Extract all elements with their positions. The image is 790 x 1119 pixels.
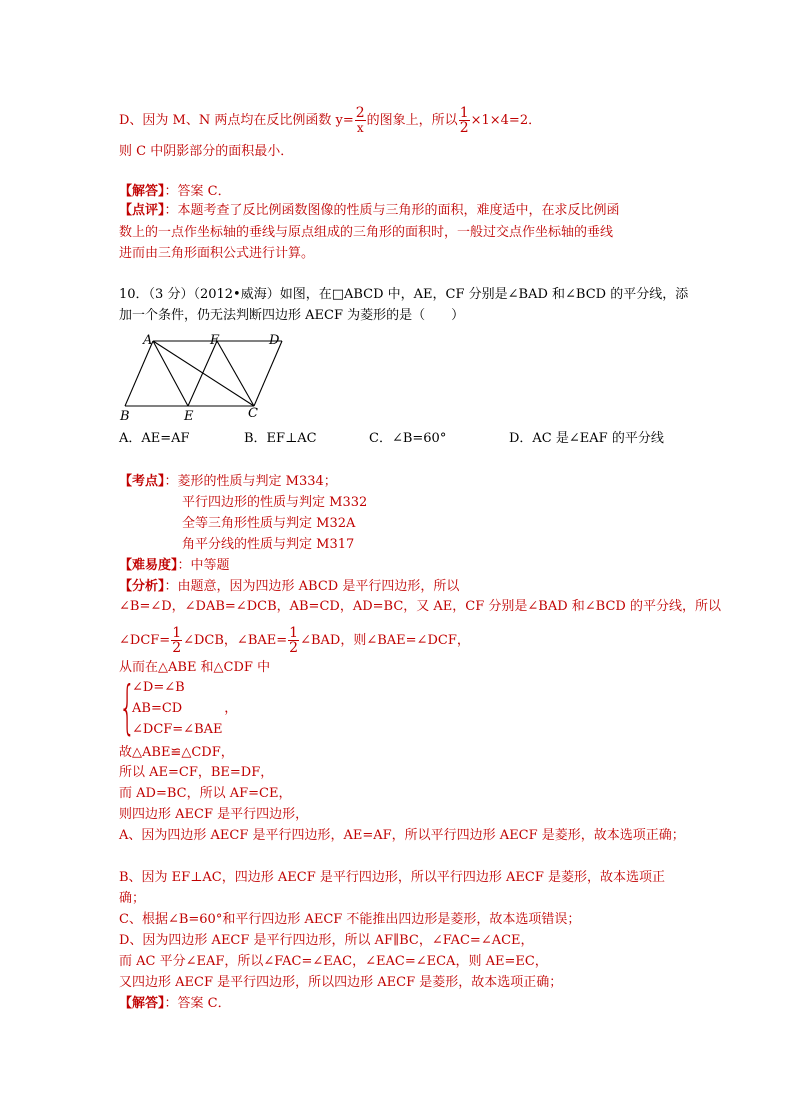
question-line-2: 加一个条件，仍无法判断四边形 AECF 为菱形的是（ ） [119,308,465,323]
analysis-line-7: 而 AD=BC，所以 AF=CE， [119,786,292,801]
comment-line-3: 进而由三角形面积公式进行计算。 [119,246,315,261]
part-d-prefix: D、因为 M、N 两点均在反比例函数 y= [119,113,354,128]
analysis-label: 【分析】 [119,579,165,594]
kaodian-line-2: 平行四边形的性质与判定 M332 [182,495,368,510]
segment-ac [153,341,254,406]
analysis-line-15: 又四边形 AECF 是平行四边形，所以四边形 AECF 是菱形，故本选项正确； [119,975,563,990]
conclusion-line: 则 C 中阴影部分的面积最小． [119,144,294,159]
segment-ae [153,341,188,406]
answer-text: ：答案 C． [164,184,231,199]
analysis-line-9: A、因为四边形 AECF 是平行四边形，AE=AF，所以平行四边形 AECF 是菱形，故本选项正确； [119,828,685,843]
analysis-line-3 [119,626,470,655]
point-label-e: E [184,409,194,421]
difficulty-label: 【难易度】 [119,558,178,573]
part-d-suffix: ×1×4=2． [470,113,542,128]
answer-label: 【解答】 [119,184,165,199]
kaodian-line-4: 角平分线的性质与判定 M317 [182,537,355,552]
segment-ab [125,341,153,406]
analysis-3c: ∠BAD，则∠BAE=∠DCF， [300,633,470,648]
parallelogram-figure [117,333,297,421]
difficulty-text: ：中等题 [177,558,230,573]
part-d-line [119,106,541,135]
fraction-2-over-x [355,106,366,135]
frac-denominator: 2 [289,640,299,656]
analysis-line-12: C、根据∠B=60°和平行四边形 AECF 不能推出四边形是菱形，故本选项错误； [119,912,581,927]
equation-system [119,673,259,741]
analysis-line-13: D、因为四边形 AECF 是平行四边形，所以 AF∥BC，∠FAC=∠ACE， [119,933,534,948]
point-label-f: F [210,333,220,348]
kaodian-label: 【考点】 [119,474,165,489]
segment-dc [254,341,282,406]
part-d-middle: 的图象上，所以 [366,113,458,128]
analysis-line-11: 确； [119,891,146,906]
option-c: C．∠B=60° [369,431,447,446]
analysis-line-2: ∠B=∠D，∠DAB=∠DCB，AB=CD，AD=BC，又 AE，CF 分别是∠BAD 和∠BCD 的平分线，所以 [119,599,721,614]
analysis-line-10: B、因为 EF⊥AC，四边形 AECF 是平行四边形，所以平行四边形 AECF 是菱形，故本选项正 [119,870,665,885]
left-brace-icon: { [119,673,136,741]
frac-numerator: 2 [355,105,365,121]
comment-text-1: ：本题考查了反比例函数图像的性质与三角形的面积，难度适中，在求反比例函 [164,203,620,218]
system-row-2 [132,700,237,718]
frac-numerator: 1 [289,625,299,641]
analysis-line-4: 从而在△ABE 和△CDF 中 [119,660,271,675]
point-label-d: D [269,333,280,348]
analysis-line-8: 则四边形 AECF 是平行四边形， [119,807,309,822]
segment-fc [217,341,254,406]
difficulty-line [119,557,230,575]
kaodian-text-1: ：菱形的性质与判定 M334； [164,474,337,489]
comment-label: 【点评】 [119,203,165,218]
analysis-line-6: 所以 AE=CF，BE=DF， [119,765,274,780]
frac-numerator: 1 [172,625,182,641]
system-row-1: ∠D=∠B [132,680,185,695]
frac-denominator: x [356,121,364,135]
analysis-text-1: ：由题意，因为四边形 ABCD 是平行四边形，所以 [164,579,460,594]
option-b: B．EF⊥AC [244,431,317,446]
frac-denominator: 2 [459,120,469,136]
analysis-line-1 [119,578,459,596]
analysis-3a: ∠DCF= [119,633,171,648]
comment-line-2: 数上的一点作坐标轴的垂线与原点组成的三角形的面积时，一般过交点作坐标轴的垂线 [119,225,614,240]
frac-numerator: 1 [459,105,469,121]
kaodian-line-1 [119,473,337,491]
fraction-1-over-2 [459,106,470,135]
final-answer-text: ：答案 C． [164,996,231,1011]
frac-denominator: 2 [172,640,182,656]
segment-ef [188,341,217,406]
option-a: A．AE=AF [119,431,190,446]
question-line-1: 10．（3 分）（2012•威海）如图，在□ABCD 中，AE，CF 分别是∠BAD 和∠BCD 的平分线，添 [119,287,689,302]
system-row-3: ∠DCF=∠BAE [132,722,223,737]
point-label-c: C [248,406,258,421]
analysis-line-5: 故△ABE≌△CDF， [119,745,234,760]
option-d: D．AC 是∠EAF 的平分线 [509,431,664,446]
point-label-b: B [120,409,130,421]
final-answer-line [119,995,231,1013]
point-label-a: A [143,333,153,348]
fraction-half-2 [288,626,299,655]
answer-line [119,183,231,201]
system-row-2-text: AB=CD [132,701,183,716]
kaodian-line-3: 全等三角形性质与判定 M32A [182,516,356,531]
analysis-line-14: 而 AC 平分∠EAF，所以∠FAC=∠EAC，∠EAC=∠ECA，则 AE=EC， [119,954,548,969]
analysis-3b: ∠DCB，∠BAE= [183,633,288,648]
system-row-2-comma: ， [224,701,238,716]
final-answer-label: 【解答】 [119,996,165,1011]
comment-line-1 [119,202,620,220]
fraction-half-1 [171,626,182,655]
